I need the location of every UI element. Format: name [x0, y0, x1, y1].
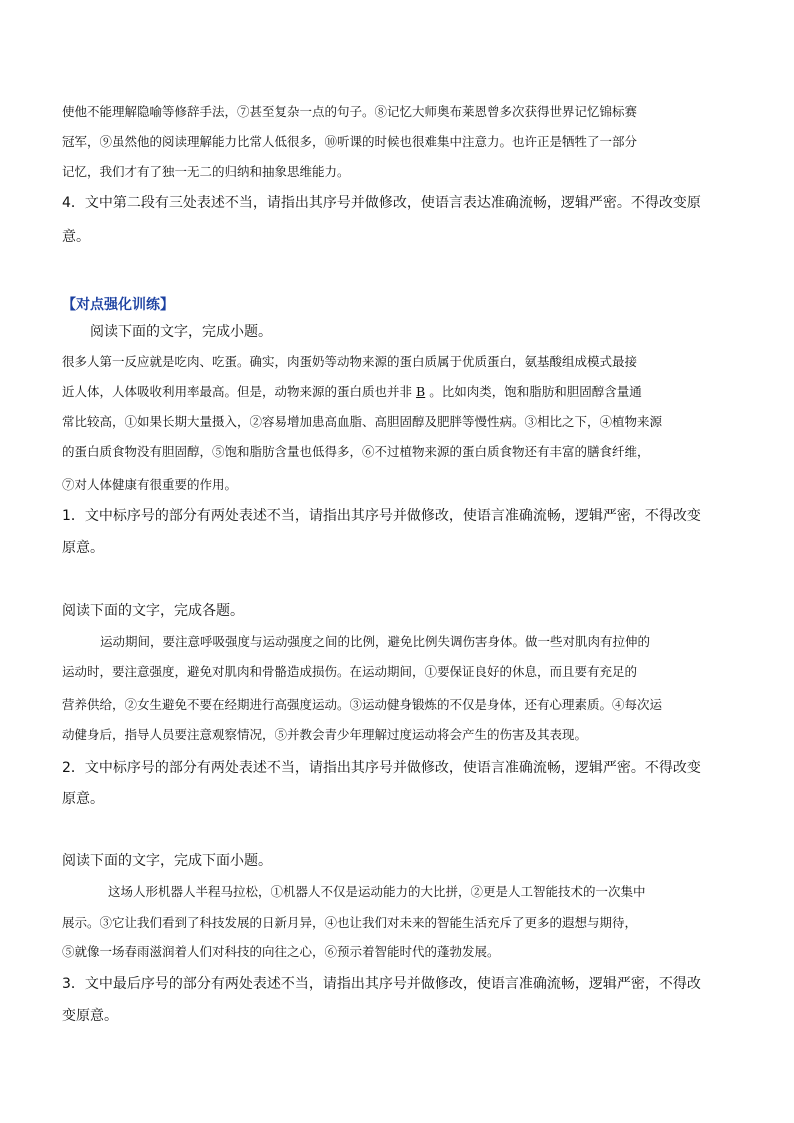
text-line: 这场人形机器人半程马拉松，①机器人不仅是运动能力的大比拼，②更是人工智能技术的一次集中	[108, 884, 646, 899]
question-1-cont: 原意。	[62, 540, 104, 556]
question-3-cont: 变原意。	[62, 1008, 118, 1024]
text-line: 的蛋白质食物没有胆固醇，⑤饱和脂肪含量也低得多，⑥不过植物来源的蛋白质食物还有丰富的膳食纤维，	[62, 444, 650, 459]
instruction-2: 阅读下面的文字，完成各题。	[62, 603, 244, 619]
text-segment: 近人体，人体吸收利用率最高。但是，动物来源的蛋白质也并非	[62, 384, 413, 399]
text-line: 记忆，我们才有了独一无二的归纳和抽象思维能力。	[62, 164, 350, 179]
question-2: 2．文中标序号的部分有两处表述不当，请指出其序号并做修改，使语言准确流畅，逻辑严密。不得改变	[62, 760, 701, 776]
text-line: ⑤就像一场春雨滋润着人们对科技的向往之心，⑥预示着智能时代的蓬勃发展。	[62, 944, 500, 959]
text-line: 很多人第一反应就是吃肉、吃蛋。确实，肉蛋奶等动物来源的蛋白质属于优质蛋白，氨基酸组成模式最接	[62, 354, 638, 369]
question-1: 1．文中标序号的部分有两处表述不当，请指出其序号并做修改，使语言准确流畅，逻辑严密，不得改变	[62, 508, 701, 524]
text-line: 常比较高，①如果长期大量摄入，②容易增加患高血脂、高胆固醇及肥胖等慢性病。③相比之下，④植物来源	[62, 414, 663, 429]
text-line: 展示。③它让我们看到了科技发展的日新月异，④也让我们对未来的智能生活充斥了更多的遐想与期待，	[62, 915, 638, 930]
text-line: 运动时，要注意强度，避免对肌肉和骨骼造成损伤。在运动期间，①要保证良好的休息，而且要有充足的	[62, 664, 638, 679]
instruction-3: 阅读下面的文字，完成下面小题。	[62, 853, 272, 869]
text-line: 动健身后，指导人员要注意观察情况，⑤并教会青少年理解过度运动将会产生的伤害及其表现。	[62, 727, 588, 742]
question-3: 3．文中最后序号的部分有两处表述不当，请指出其序号并做修改，使语言准确流畅，逻辑严密，不得改	[62, 976, 701, 992]
question-2-cont: 原意。	[62, 791, 104, 807]
text-line: 使他不能理解隐喻等修辞手法，⑦甚至复杂一点的句子。⑧记忆大师奥布莱恩曾多次获得世界记忆锦标赛	[62, 104, 638, 119]
text-line: 运动期间，要注意呼吸强度与运动强度之间的比例，避免比例失调伤害身体。做一些对肌肉有拉伸的	[100, 634, 651, 649]
text-line: ⑦对人体健康有很重要的作用。	[62, 477, 238, 492]
text-line: 冠军，⑨虽然他的阅读理解能力比常人低很多，⑩听课的时候也很难集中注意力。也许正是牺牲了一部分	[62, 134, 638, 149]
section-title: 【对点强化训练】	[62, 297, 174, 313]
instruction-1: 阅读下面的文字，完成小题。	[90, 324, 272, 340]
blank-answer: B	[416, 384, 426, 399]
question-4-cont: 意。	[62, 229, 90, 245]
text-segment: 。比如肉类，饱和脂肪和胆固醇含量通	[429, 384, 642, 399]
text-line: 营养供给，②女生避免不要在经期进行高强度运动。③运动健身锻炼的不仅是身体，还有心理素质。④每次运	[62, 697, 663, 712]
question-4: 4．文中第二段有三处表述不当，请指出其序号并做修改，使语言表达准确流畅，逻辑严密。不得改变原	[62, 195, 701, 211]
text-line-with-blank	[62, 384, 642, 400]
